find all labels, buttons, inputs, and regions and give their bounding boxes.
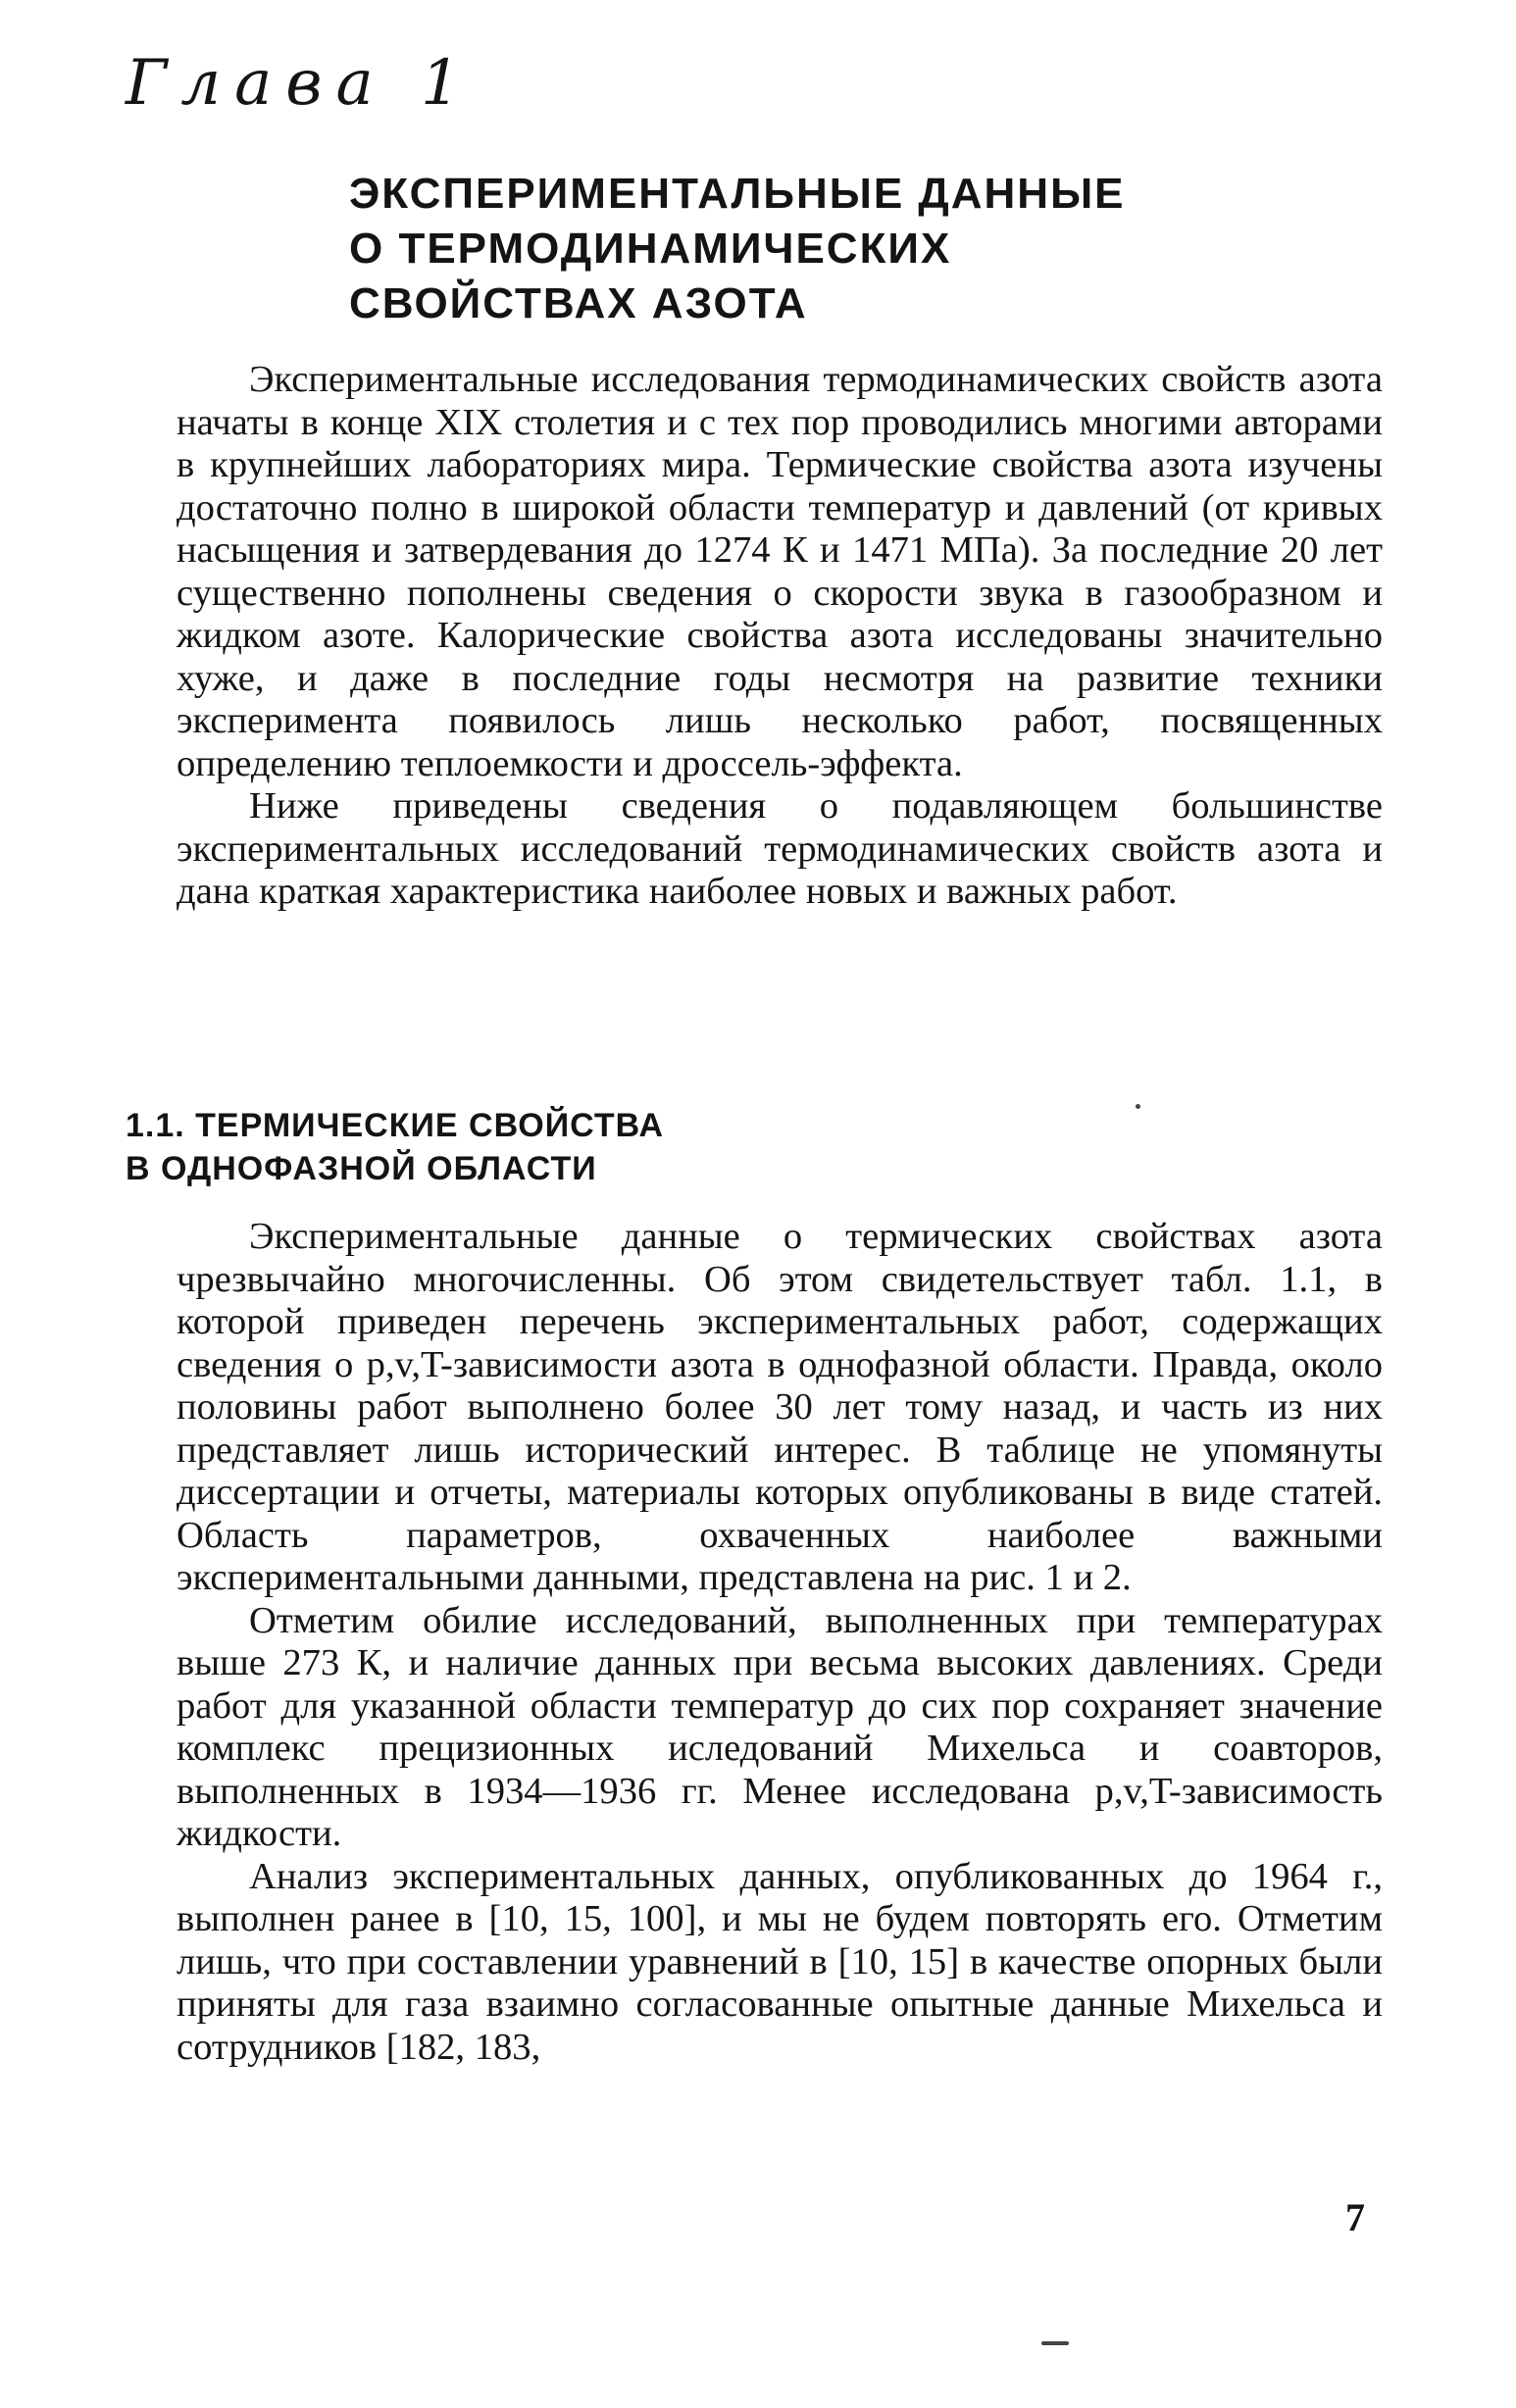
chapter-title-line: ЭКСПЕРИМЕНТАЛЬНЫЕ ДАННЫЕ [349,170,1126,218]
section-paragraph: Отметим обилие исследований, выполненных при температурах выше 273 К, и наличие данных при весьма высоких давлениях. Среди работ для указанной области температур до сих пор сохраняет значение комплекс прецизионных иследований Михельса и соавторов, выполненных в 1934—1936 гг. Менее исследована p,v,T-зависимость жидкости. [177,1599,1383,1854]
section-paragraph: Экспериментальные данные о термических свойствах азота чрезвычайно многочисленны. Об этом свидетельствует табл. 1.1, в которой приведен перечень экспериментальных работ, содержащих сведения о p,v,T-зависимости азота в однофазной области. Правда, около половины работ выполнено более 30 лет тому назад, и часть из них представляет лишь исторический интерес. В таблице не упомянуты диссертации и отчеты, материалы которых опубликованы в виде статей. Область параметров, охваченных наиболее важными экспериментальными данными, представлена на рис. 1 и 2. [177,1216,1383,1598]
section-heading-line: 1.1. ТЕРМИЧЕСКИЕ СВОЙСТВА [126,1107,665,1144]
chapter-title-line: О ТЕРМОДИНАМИЧЕСКИХ [349,225,952,273]
chapter-label: Глава 1 [126,47,475,120]
intro-text [177,359,1383,914]
section-text [177,1216,1383,2069]
section-paragraph: Анализ экспериментальных данных, опубликованных до 1964 г., выполнен ранее в [10, 15, 100], и мы не будем повторять его. Отметим лишь, что при составлении уравнений в [10, 15] в качестве опорных были приняты для газа взаимно согласованные опытные данные Михельса и сотрудников [182, 183, [177,1855,1383,2068]
chapter-title-line: СВОЙСТВАХ АЗОТА [349,279,808,327]
intro-paragraph: Ниже приведены сведения о подавляющем большинстве экспериментальных исследований термодинамических свойств азота и дана краткая характеристика наиболее новых и важных работ. [177,785,1383,912]
chapter-title [349,167,1330,331]
intro-paragraph: Экспериментальные исследования термодинамических свойств азота начаты в конце XIX столетия и с тех пор проводились многими авторами в крупнейших лабораториях мира. Термические свойства азота изучены достаточно полно в широкой области температур и давлений (от кривых насыщения и затвердевания до 1274 К и 1471 МПа). За последние 20 лет существенно пополнены сведения о скорости звука в газообразном и жидком азоте. Калорические свойства азота исследованы значительно хуже, и даже в последние годы несмотря на развитие техники эксперимента появилось лишь несколько работ, посвященных определению теплоемкости и дроссель-эффекта. [177,359,1383,784]
print-speck [1136,1104,1140,1109]
print-speck [1041,2341,1069,2345]
section-heading [126,1104,664,1190]
page-number: 7 [1345,2195,1365,2239]
section-heading-line: В ОДНОФАЗНОЙ ОБЛАСТИ [126,1150,597,1187]
